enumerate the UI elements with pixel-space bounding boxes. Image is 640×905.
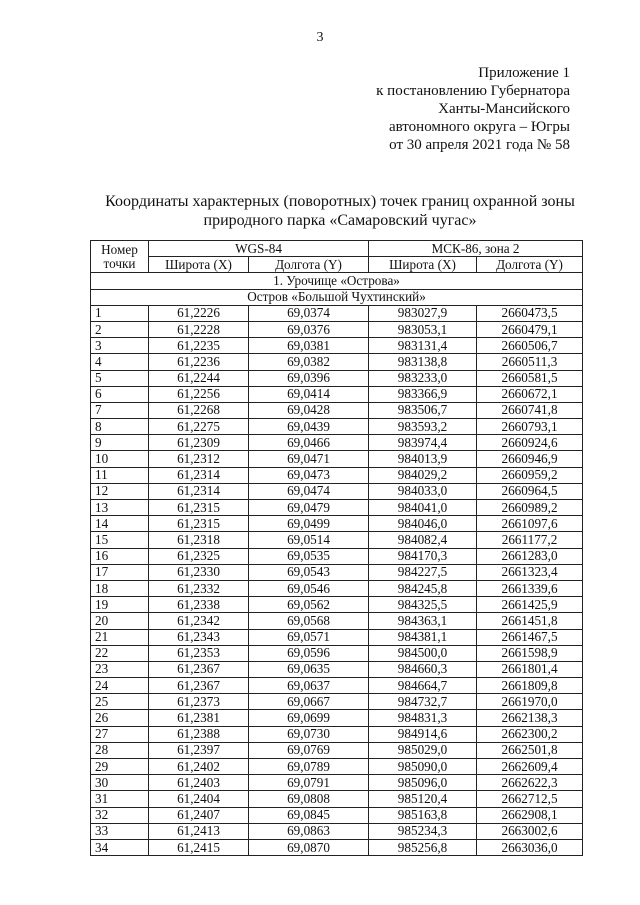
longitude-cell: 69,0808	[249, 791, 369, 807]
x-coordinate-cell: 985029,0	[369, 742, 477, 758]
point-number-cell: 18	[91, 580, 149, 596]
longitude-cell: 69,0635	[249, 661, 369, 677]
table-row	[91, 354, 583, 370]
latitude-cell: 61,2343	[149, 629, 249, 645]
x-coordinate-cell: 985234,3	[369, 823, 477, 839]
longitude-cell: 69,0863	[249, 823, 369, 839]
x-coordinate-cell: 985163,8	[369, 807, 477, 823]
point-number-cell: 6	[91, 386, 149, 402]
table-row	[91, 305, 583, 321]
latitude-cell: 61,2367	[149, 678, 249, 694]
latitude-cell: 61,2407	[149, 807, 249, 823]
y-coordinate-cell: 2662501,8	[477, 742, 583, 758]
table-row	[91, 759, 583, 775]
longitude-cell: 69,0730	[249, 726, 369, 742]
latitude-cell: 61,2325	[149, 548, 249, 564]
table-row	[91, 467, 583, 483]
x-coordinate-cell: 984831,3	[369, 710, 477, 726]
latitude-cell: 61,2244	[149, 370, 249, 386]
point-number-cell: 8	[91, 419, 149, 435]
table-row	[91, 645, 583, 661]
longitude-cell: 69,0381	[249, 338, 369, 354]
table-row	[91, 597, 583, 613]
point-number-cell: 10	[91, 451, 149, 467]
latitude-cell: 61,2353	[149, 645, 249, 661]
title-line: природного парка «Самаровский чугас»	[203, 212, 477, 229]
x-coordinate-cell: 985096,0	[369, 775, 477, 791]
table-row	[91, 386, 583, 402]
table-row	[91, 483, 583, 499]
y-coordinate-cell: 2661177,2	[477, 532, 583, 548]
y-coordinate-cell: 2660946,9	[477, 451, 583, 467]
point-number-cell: 24	[91, 678, 149, 694]
longitude-cell: 69,0428	[249, 402, 369, 418]
y-coordinate-cell: 2660672,1	[477, 386, 583, 402]
x-coordinate-cell: 984660,3	[369, 661, 477, 677]
point-number-cell: 17	[91, 564, 149, 580]
y-coordinate-cell: 2662300,2	[477, 726, 583, 742]
latitude-cell: 61,2415	[149, 839, 249, 855]
point-number-cell: 7	[91, 402, 149, 418]
longitude-cell: 69,0571	[249, 629, 369, 645]
y-coordinate-cell: 2660506,7	[477, 338, 583, 354]
longitude-cell: 69,0479	[249, 500, 369, 516]
header-wgs84: WGS-84	[149, 241, 369, 257]
latitude-cell: 61,2312	[149, 451, 249, 467]
x-coordinate-cell: 983593,2	[369, 419, 477, 435]
latitude-cell: 61,2314	[149, 467, 249, 483]
latitude-cell: 61,2403	[149, 775, 249, 791]
latitude-cell: 61,2314	[149, 483, 249, 499]
table-row	[91, 613, 583, 629]
table-row	[91, 661, 583, 677]
longitude-cell: 69,0535	[249, 548, 369, 564]
appendix-line: от 30 апреля 2021 года № 58	[389, 137, 570, 153]
longitude-cell: 69,0439	[249, 419, 369, 435]
table-row	[91, 321, 583, 337]
x-coordinate-cell: 984664,7	[369, 678, 477, 694]
y-coordinate-cell: 2661970,0	[477, 694, 583, 710]
x-coordinate-cell: 984325,5	[369, 597, 477, 613]
x-coordinate-cell: 983506,7	[369, 402, 477, 418]
longitude-cell: 69,0474	[249, 483, 369, 499]
longitude-cell: 69,0568	[249, 613, 369, 629]
latitude-cell: 61,2388	[149, 726, 249, 742]
table-row	[91, 726, 583, 742]
point-number-cell: 3	[91, 338, 149, 354]
x-coordinate-cell: 983053,1	[369, 321, 477, 337]
table-row	[91, 742, 583, 758]
coordinates-table	[90, 240, 583, 856]
point-number-cell: 34	[91, 839, 149, 855]
point-number-cell: 30	[91, 775, 149, 791]
longitude-cell: 69,0637	[249, 678, 369, 694]
longitude-cell: 69,0471	[249, 451, 369, 467]
y-coordinate-cell: 2661801,4	[477, 661, 583, 677]
x-coordinate-cell: 985256,8	[369, 839, 477, 855]
x-coordinate-cell: 984500,0	[369, 645, 477, 661]
page-number: 3	[316, 30, 324, 45]
latitude-cell: 61,2338	[149, 597, 249, 613]
header-longitude: Долгота (Y)	[249, 257, 369, 273]
x-coordinate-cell: 985090,0	[369, 759, 477, 775]
x-coordinate-cell: 983974,4	[369, 435, 477, 451]
appendix-line: к постановлению Губернатора	[376, 83, 570, 99]
y-coordinate-cell: 2662609,4	[477, 759, 583, 775]
y-coordinate-cell: 2662908,1	[477, 807, 583, 823]
x-coordinate-cell: 984041,0	[369, 500, 477, 516]
point-number-cell: 20	[91, 613, 149, 629]
x-coordinate-cell: 984082,4	[369, 532, 477, 548]
point-number-cell: 5	[91, 370, 149, 386]
y-coordinate-cell: 2660473,5	[477, 305, 583, 321]
table-row	[91, 435, 583, 451]
y-coordinate-cell: 2661323,4	[477, 564, 583, 580]
x-coordinate-cell: 983138,8	[369, 354, 477, 370]
header-x: Широта (X)	[369, 257, 477, 273]
longitude-cell: 69,0870	[249, 839, 369, 855]
x-coordinate-cell: 984170,3	[369, 548, 477, 564]
longitude-cell: 69,0791	[249, 775, 369, 791]
appendix-line: автономного округа – Югры	[388, 119, 570, 135]
title-line: Координаты характерных (поворотных) точек границ охранной зоны	[105, 193, 575, 210]
x-coordinate-cell: 984914,6	[369, 726, 477, 742]
x-coordinate-cell: 984033,0	[369, 483, 477, 499]
y-coordinate-cell: 2660989,2	[477, 500, 583, 516]
table-row	[91, 807, 583, 823]
y-coordinate-cell: 2662138,3	[477, 710, 583, 726]
point-number-cell: 25	[91, 694, 149, 710]
table-row	[91, 775, 583, 791]
latitude-cell: 61,2315	[149, 516, 249, 532]
point-number-cell: 32	[91, 807, 149, 823]
point-number-cell: 22	[91, 645, 149, 661]
point-number-cell: 29	[91, 759, 149, 775]
table-row	[91, 402, 583, 418]
y-coordinate-cell: 2660511,3	[477, 354, 583, 370]
point-number-cell: 26	[91, 710, 149, 726]
latitude-cell: 61,2228	[149, 321, 249, 337]
header-y: Долгота (Y)	[477, 257, 583, 273]
y-coordinate-cell: 2660793,1	[477, 419, 583, 435]
y-coordinate-cell: 2660581,5	[477, 370, 583, 386]
point-number-cell: 12	[91, 483, 149, 499]
table-row	[91, 839, 583, 855]
longitude-cell: 69,0414	[249, 386, 369, 402]
x-coordinate-cell: 984381,1	[369, 629, 477, 645]
x-coordinate-cell: 984013,9	[369, 451, 477, 467]
longitude-cell: 69,0396	[249, 370, 369, 386]
header-msk86: МСК-86, зона 2	[369, 241, 583, 257]
longitude-cell: 69,0562	[249, 597, 369, 613]
y-coordinate-cell: 2663002,6	[477, 823, 583, 839]
table-row	[91, 419, 583, 435]
table-row	[91, 791, 583, 807]
y-coordinate-cell: 2661097,6	[477, 516, 583, 532]
y-coordinate-cell: 2663036,0	[477, 839, 583, 855]
table-row	[91, 532, 583, 548]
latitude-cell: 61,2268	[149, 402, 249, 418]
latitude-cell: 61,2315	[149, 500, 249, 516]
longitude-cell: 69,0845	[249, 807, 369, 823]
y-coordinate-cell: 2661451,8	[477, 613, 583, 629]
y-coordinate-cell: 2660964,5	[477, 483, 583, 499]
point-number-cell: 11	[91, 467, 149, 483]
y-coordinate-cell: 2661283,0	[477, 548, 583, 564]
longitude-cell: 69,0789	[249, 759, 369, 775]
table-row	[91, 548, 583, 564]
point-number-cell: 2	[91, 321, 149, 337]
table-row	[91, 370, 583, 386]
latitude-cell: 61,2342	[149, 613, 249, 629]
latitude-cell: 61,2404	[149, 791, 249, 807]
latitude-cell: 61,2236	[149, 354, 249, 370]
longitude-cell: 69,0699	[249, 710, 369, 726]
longitude-cell: 69,0376	[249, 321, 369, 337]
point-number-cell: 1	[91, 305, 149, 321]
header-latitude: Широта (X)	[149, 257, 249, 273]
table-row	[91, 823, 583, 839]
latitude-cell: 61,2413	[149, 823, 249, 839]
x-coordinate-cell: 984732,7	[369, 694, 477, 710]
y-coordinate-cell: 2661809,8	[477, 678, 583, 694]
point-number-cell: 21	[91, 629, 149, 645]
y-coordinate-cell: 2660924,6	[477, 435, 583, 451]
x-coordinate-cell: 983131,4	[369, 338, 477, 354]
x-coordinate-cell: 984046,0	[369, 516, 477, 532]
section-heading: 1. Урочище «Острова»	[91, 273, 583, 289]
table-row	[91, 694, 583, 710]
header-point-number: Номер точки	[91, 241, 149, 273]
y-coordinate-cell: 2661339,6	[477, 580, 583, 596]
point-number-cell: 23	[91, 661, 149, 677]
x-coordinate-cell: 983027,9	[369, 305, 477, 321]
latitude-cell: 61,2402	[149, 759, 249, 775]
longitude-cell: 69,0596	[249, 645, 369, 661]
latitude-cell: 61,2332	[149, 580, 249, 596]
y-coordinate-cell: 2660741,8	[477, 402, 583, 418]
document-title	[60, 192, 620, 230]
latitude-cell: 61,2275	[149, 419, 249, 435]
y-coordinate-cell: 2661467,5	[477, 629, 583, 645]
latitude-cell: 61,2373	[149, 694, 249, 710]
longitude-cell: 69,0374	[249, 305, 369, 321]
latitude-cell: 61,2235	[149, 338, 249, 354]
y-coordinate-cell: 2660959,2	[477, 467, 583, 483]
point-number-cell: 9	[91, 435, 149, 451]
subsection-heading: Остров «Большой Чухтинский»	[91, 289, 583, 305]
point-number-cell: 28	[91, 742, 149, 758]
longitude-cell: 69,0473	[249, 467, 369, 483]
latitude-cell: 61,2381	[149, 710, 249, 726]
appendix-line: Ханты-Мансийского	[438, 101, 570, 117]
table-row	[91, 678, 583, 694]
appendix-block	[376, 64, 570, 154]
latitude-cell: 61,2309	[149, 435, 249, 451]
point-number-cell: 15	[91, 532, 149, 548]
table-row	[91, 710, 583, 726]
y-coordinate-cell: 2662622,3	[477, 775, 583, 791]
y-coordinate-cell: 2660479,1	[477, 321, 583, 337]
point-number-cell: 19	[91, 597, 149, 613]
table-row	[91, 338, 583, 354]
point-number-cell: 27	[91, 726, 149, 742]
x-coordinate-cell: 983233,0	[369, 370, 477, 386]
longitude-cell: 69,0546	[249, 580, 369, 596]
x-coordinate-cell: 984029,2	[369, 467, 477, 483]
latitude-cell: 61,2330	[149, 564, 249, 580]
y-coordinate-cell: 2661598,9	[477, 645, 583, 661]
point-number-cell: 4	[91, 354, 149, 370]
latitude-cell: 61,2226	[149, 305, 249, 321]
latitude-cell: 61,2397	[149, 742, 249, 758]
longitude-cell: 69,0667	[249, 694, 369, 710]
longitude-cell: 69,0466	[249, 435, 369, 451]
point-number-cell: 31	[91, 791, 149, 807]
point-number-cell: 33	[91, 823, 149, 839]
point-number-cell: 14	[91, 516, 149, 532]
table-row	[91, 516, 583, 532]
table-row	[91, 451, 583, 467]
point-number-cell: 16	[91, 548, 149, 564]
y-coordinate-cell: 2662712,5	[477, 791, 583, 807]
x-coordinate-cell: 984363,1	[369, 613, 477, 629]
x-coordinate-cell: 985120,4	[369, 791, 477, 807]
x-coordinate-cell: 984227,5	[369, 564, 477, 580]
table-row	[91, 580, 583, 596]
x-coordinate-cell: 984245,8	[369, 580, 477, 596]
table-row	[91, 500, 583, 516]
point-number-cell: 13	[91, 500, 149, 516]
longitude-cell: 69,0543	[249, 564, 369, 580]
y-coordinate-cell: 2661425,9	[477, 597, 583, 613]
x-coordinate-cell: 983366,9	[369, 386, 477, 402]
longitude-cell: 69,0769	[249, 742, 369, 758]
longitude-cell: 69,0382	[249, 354, 369, 370]
appendix-line: Приложение 1	[478, 65, 570, 81]
table-row	[91, 564, 583, 580]
longitude-cell: 69,0514	[249, 532, 369, 548]
longitude-cell: 69,0499	[249, 516, 369, 532]
latitude-cell: 61,2318	[149, 532, 249, 548]
table-row	[91, 629, 583, 645]
latitude-cell: 61,2367	[149, 661, 249, 677]
latitude-cell: 61,2256	[149, 386, 249, 402]
